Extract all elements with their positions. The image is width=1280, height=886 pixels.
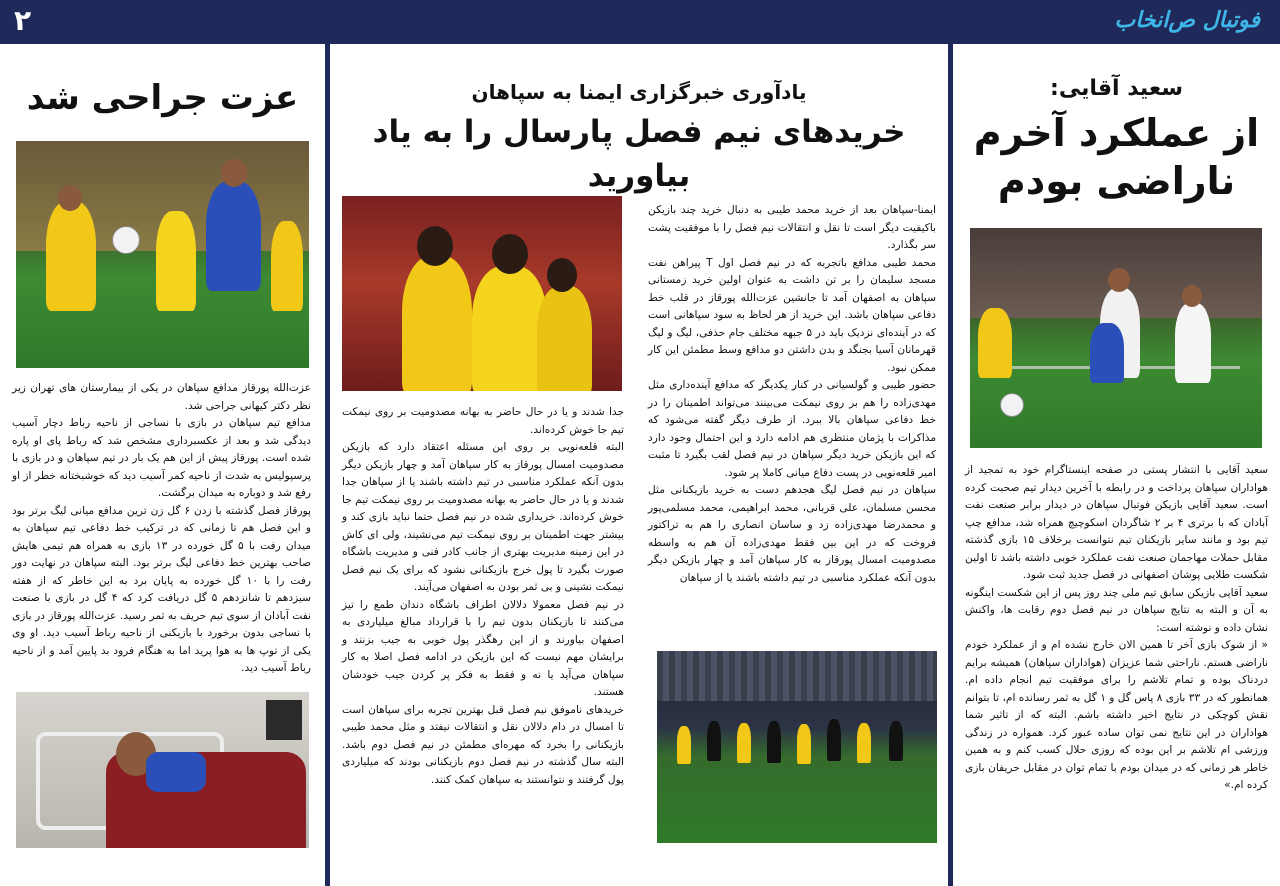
right-article <box>953 44 1280 886</box>
player-black <box>767 721 781 763</box>
match-action-photo <box>970 228 1262 448</box>
player-white <box>1175 303 1211 383</box>
middle-article-paragraph: حضور طیبی و گولسیانی در کنار یکدیگر که مدافع آینده‌داری مثل مهدی‌زاده را هم بر روی نیمکت می‌بینند می‌تواند اطمینان را در خط دفاعی سپاهان بالا ببرد. از طرف دیگر گفته می‌شود که مذاکرات با پژمان منتظری هم ادامه دارد و این احتمال وجود دارد که این بازیکن خرید دیگر سپاهان در نیم فصل لقب بگیرد تا مثبت امیر قلعه‌نویی در پست دفاع میانی کاملا پر شود. <box>648 379 936 479</box>
middle-article-paragraph: خریدهای ناموفق نیم فصل قبل بهترین تجربه برای سپاهان است تا امسال در دام دلالان نقل و انتقالات نیفتد و مثل محمد طیبی بازیکنانی را بخرد که مهره‌ای مطمئن در نیم فصل دوم باشد. البته سال گذشته در نیم فصل دوم بازیکنانی بودند که میلیاردی پول گرفتند و نتوانستند به سپاهان کمک کنند. <box>342 703 624 786</box>
stadium-fans-salute-photo <box>657 651 937 843</box>
middle-article-paragraph: ایمنا-سپاهان بعد از خرید محمد طیبی به دنبال خرید چند بازیکن باکیفیت دیگر است تا نقل و انتقالات نیم فصل را با موفقیت پشت سر بگذارد. <box>648 204 936 251</box>
player-blue <box>206 181 261 291</box>
left-article-paragraph: پورقاز فصل گذشته با زدن ۶ گل زن ترین مدافع میانی لیگ برتر بود و این فصل هم تا زمانی که در ترکیب خط دفاعی تیم سپاهان به میدان رفت با ۵ گل خورده در ۱۳ بازی به همراه هم تیمی هایش صاحب بهترین خط دفاعی لیگ برتر بود. البته سپاهان در نهایت دور رفت را با ۱۰ گل خورده به پایان برد به این خاطر که از هفته سیزدهم تا شانزدهم ۵ گل دریافت کرد که ۴ گل در بازی با صنعت نفت آبادان از سوی تیم حریف به ثمر رسید. عزت‌الله پورقاز در بازی با نساجی بدون برخورد با بازیکنی از ناحیه رباط آسیب دید. او وی یکی از توپ ها به هوا پرید اما به هنگام فرود بد پایین آمد و از ناحیه رباط آسیب دید. <box>12 504 312 674</box>
middle-article-paragraph: جدا شدند و یا در حال حاضر به بهانه مصدومیت بر روی نیمکت تیم جا خوش کرده‌اند. <box>342 406 624 436</box>
player-yellow <box>472 266 547 391</box>
player-head <box>221 159 247 187</box>
player-head <box>1108 268 1130 292</box>
patient-shirt <box>146 752 206 792</box>
monitor <box>266 700 302 740</box>
middle-article-headline: خریدهای نیم فصل پارسال را به یاد بیاورید <box>372 114 906 194</box>
left-article-paragraph: عزت‌الله پورقاز مدافع سپاهان در یکی از بیمارستان های تهران زیر نظر دکتر کیهانی جراحی شد. <box>12 382 311 412</box>
right-article-headline-line2: ناراضی بودم <box>997 159 1236 203</box>
player-yellow <box>156 211 196 311</box>
player-yellow <box>402 256 472 391</box>
middle-article-col-left <box>342 404 624 789</box>
middle-article-paragraph: محمد طیبی مدافع باتجربه که در نیم فصل اول T پیراهن نفت مسجد سلیمان را بر تن داشت به عنوان اولین خرید زمستانی سپاهان به اصفهان آمد تا جانشین عزت‌الله پورقاز در قلب خط دفاعی سپاهان باشد. این خرید از هر لحاظ به سود سپاهانی است که در آینده‌ای نزدیک باید در ۵ جبهه مختلف جام حذفی، لیگ و لیگ قهرمانان آسیا بجنگد و بدن داشتن دو مدافع وسط مطمئن این کار ممکن نبود. <box>648 256 937 374</box>
player-yellow <box>737 723 751 763</box>
right-article-paragraph: « از شوک بازی آخر تا همین الان خارج نشده ام و از عملکرد خودم ناراضی هستم. ناراحتی شما عزیزان (هواداران سپاهان) همیشه برایم دردناک بوده و تمام تلاشم را برای موفقیت تیم انجام داده ام. همانطور که در ۳۳ بازی ۸ پاس گل و ۱ گل به ثمر رسانده ام، تا بتوانم نقش کوچکی در نتایج اخیر داشته باشم. البته که از تاثیر شما هواداران در این نتایج نمی توان ساده عبور کرد. همواره در زندگی ورزشی ام تلاشم بر این بوده که روزی حلال کسب کنم و به همین خاطر هر زمانی که در میدان بودم با تمام توان در مقابل حریفان بازی کرده ام.» <box>965 639 1269 791</box>
left-article <box>0 44 325 886</box>
right-article-paragraph: سعید آقایی با انتشار پستی در صفحه اینستاگرام خود به تمجید از هواداران سپاهان پرداخت و در رابطه با آخرین دیدار تیم صحبت کرده است. سعید آقایی بازیکن فوتبال سپاهان در دیدار برابر صنعت نفت آبادان که با برتری ۴ بر ۲ شاگردان اسکوچیچ همراه شد، مدافع چپ تیم بود و مانند سایر بازیکنان تیم نتوانست برخلاف ۱۵ بازی گذشته مقابل حملات مهاجمان صنعت نفت عملکرد خوبی داشته باشد تا اولین شکست طلایی پوشان اصفهانی در فصل جدید ثبت شود. <box>965 464 1269 581</box>
football-icon <box>112 226 140 254</box>
player-head <box>1182 285 1202 307</box>
middle-article-col-right <box>648 202 936 587</box>
middle-article-kicker: یادآوری خبرگزاری ایمنا به سپاهان <box>471 80 807 104</box>
football-icon <box>1000 393 1024 417</box>
hospital-bed-photo <box>16 692 309 848</box>
player-head <box>58 185 82 211</box>
player-yellow <box>537 286 592 391</box>
player-head <box>547 258 577 292</box>
player-black <box>707 721 721 761</box>
middle-article-paragraph: البته قلعه‌نویی بر روی این مسئله اعتقاد دارد که بازیکن مصدومیت امسال پورقاز به کار سپاهان آمد و چهار بازیکن دیگر بدون آنکه عملکرد مناسبی در تیم داشته باشند یا از سپاهان جدا شدند و یا در حال حاضر به بهانه مصدومیت بر روی نیمکت تیم جا خوش کرده‌اند. خریداری شده در نیم فصل حتما نباید بازی کند و بیشتر جهت اطمینان بر روی نیمکت تیم می‌نشیند، ولی ای کاش در این زمینه مدیریت بهتری از جانب کادر فنی و مدیریت باشگاه صورت بگیرد تا پول خرج بازیکنانی نشود که برای یک نیم فصل نیمکت نشینی و بی ثمر بودن به اصفهان می‌آیند. <box>342 441 624 593</box>
team-celebration-photo <box>342 196 622 391</box>
left-article-paragraph: مدافع تیم سپاهان در بازی با نساجی از ناحیه رباط دچار آسیب دیدگی شد و بعد از عکسبرداری مشخص شد که رباط پای او پاره شده است. پورقاز پیش از این هم یک بار در تیم سپاهان و در بازی با پرسپولیس به شدت از ناحیه کمر آسیب دید که خوشبختانه خطر از او رفع شد و دوباره به میدان برگشت. <box>12 417 311 499</box>
player-black <box>827 719 841 761</box>
stands <box>657 651 937 701</box>
player-head <box>417 226 453 266</box>
player-yellow <box>797 724 811 764</box>
right-article-kicker: سعید آقایی: <box>1050 76 1183 101</box>
left-article-body <box>12 380 311 678</box>
player-yellow <box>978 308 1012 378</box>
right-article-body <box>965 462 1268 795</box>
player-yellow <box>46 201 96 311</box>
player-yellow <box>271 221 303 311</box>
middle-article <box>330 44 948 886</box>
publication-logo: فوتبال ص‌انخاب <box>1114 7 1260 33</box>
right-article-headline-line1: از عملکرد آخرم <box>973 111 1260 155</box>
player-yellow <box>857 723 871 763</box>
player-yellow <box>677 726 691 764</box>
top-bar <box>0 0 1280 44</box>
left-article-headline: عزت جراحی شد <box>26 78 299 118</box>
page-number: ۲ <box>14 4 32 37</box>
middle-article-paragraph: در نیم فصل معمولا دلالان اطراف باشگاه دندان طمع را تیز می‌کنند تا بازیکنان بدون تیم را با قرارداد مبالغ میلیاردی به اصفهان بیاورند و از این رهگذر پول خوبی به جیب بزنند و برایشان مهم نیست که این بازیکن در ادامه فصل اصلا به کار سپاهان می‌آید یا نه و فقط به فکر پر کردن جیب خودشان هستند. <box>342 598 624 698</box>
match-tackle-photo <box>16 141 309 368</box>
player-black <box>889 721 903 761</box>
right-article-paragraph: سعید آقایی بازیکن سابق تیم ملی چند روز پس از این شکست اینگونه به آن و البته به نتایج سپاهان در نیم فصل دوم رقابت ها، واکنش نشان داده و نوشته است: <box>965 586 1268 634</box>
middle-article-paragraph: سپاهان در نیم فصل لیگ هجدهم دست به خرید بازیکنانی مثل محسن مسلمان، علی قربانی، محمد ابراهیمی، محمد مسلمی‌پور و محمدرضا مهدی‌زاده زد و ساسان انصاری را هم به تراکتور فروخت که در این بین فقط مهدی‌زاده آن هم به واسطه مصدومیت امسال پورقاز به کار سپاهان آمد و چهار بازیکن دیگر بدون آنکه عملکرد مناسبی در تیم داشته باشند یا از سپاهان <box>648 484 936 584</box>
player-blue <box>1090 323 1124 383</box>
player-head <box>492 234 528 274</box>
